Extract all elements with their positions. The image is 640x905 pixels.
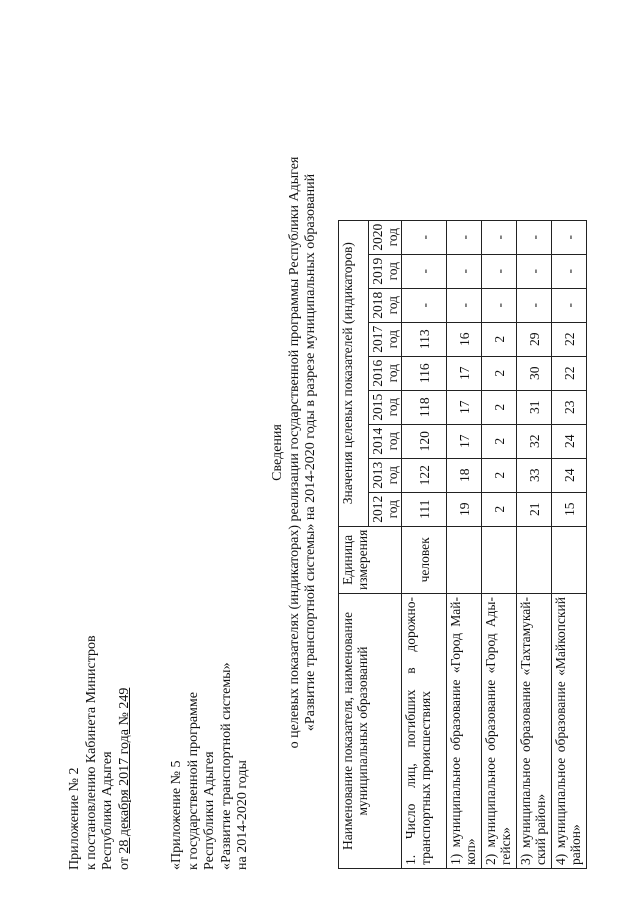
row-value: 21 xyxy=(517,492,552,526)
row-unit xyxy=(482,526,517,593)
row-value: 23 xyxy=(552,390,587,424)
row-name: 4) муниципальное образование «Майкопский район» xyxy=(552,594,587,869)
row-name: 1. Число лиц, погибших в дорожно-транспортных происшествиях xyxy=(402,594,447,869)
header-year: 2018 год xyxy=(369,288,402,322)
row-unit: человек xyxy=(402,526,447,593)
row-value: 22 xyxy=(552,356,587,390)
table-row xyxy=(402,220,447,868)
row-name: 2) муниципальное образование «Город Ады-гейск» xyxy=(482,594,517,869)
row-value: 111 xyxy=(402,492,447,526)
row-value: 22 xyxy=(552,322,587,356)
table-row xyxy=(482,220,517,868)
row-value: - xyxy=(402,288,447,322)
approval-header xyxy=(67,635,133,870)
subprogram-line-2: к государственной программе xyxy=(185,692,201,870)
approval-date-number: 28 декабря 2017 года № 249 xyxy=(116,687,132,854)
row-value: - xyxy=(517,288,552,322)
row-value: 19 xyxy=(447,492,482,526)
row-value: - xyxy=(552,220,587,254)
row-value: 2 xyxy=(482,424,517,458)
row-value: - xyxy=(552,288,587,322)
table-row xyxy=(552,220,587,868)
header-year: 2013 год xyxy=(369,458,402,492)
row-value: - xyxy=(517,220,552,254)
table-row xyxy=(517,220,552,868)
subprogram-line-3: Республики Адыгея xyxy=(202,751,217,870)
row-value: - xyxy=(482,254,517,288)
header-year: 2015 год xyxy=(369,390,402,424)
approval-line-4 xyxy=(117,635,134,870)
approval-date-prefix: от xyxy=(116,853,132,870)
row-value: 31 xyxy=(517,390,552,424)
row-value: 17 xyxy=(447,424,482,458)
row-value: 32 xyxy=(517,424,552,458)
header-year: 2017 год xyxy=(369,322,402,356)
row-value: 17 xyxy=(447,390,482,424)
row-value: 2 xyxy=(482,492,517,526)
title-line-1: Сведения xyxy=(270,424,285,481)
subprogram-line-5: на 2014-2020 годы xyxy=(235,760,250,870)
row-value: - xyxy=(552,254,587,288)
header-values: Значения целевых показателей (индикаторов) xyxy=(339,220,369,526)
row-value: 29 xyxy=(517,322,552,356)
subprogram-line-4: «Развитие транспортной системы» xyxy=(218,662,234,870)
row-value: 15 xyxy=(552,492,587,526)
document-title xyxy=(270,0,320,905)
header-year: 2016 год xyxy=(369,356,402,390)
row-value: 24 xyxy=(552,424,587,458)
row-value: - xyxy=(482,288,517,322)
subprogram-header xyxy=(169,662,252,870)
approval-line-2: к постановлению Кабинета Министров xyxy=(83,635,99,870)
row-value: 2 xyxy=(482,356,517,390)
approval-line-1: Приложение № 2 xyxy=(67,767,82,870)
header-year: 2020 год xyxy=(369,220,402,254)
header-name: Наименование показателя, наименование муниципальных образований xyxy=(339,594,402,869)
row-unit xyxy=(447,526,482,593)
subprogram-line-1: «Приложение № 5 xyxy=(169,760,184,870)
row-value: 18 xyxy=(447,458,482,492)
row-value: 33 xyxy=(517,458,552,492)
row-value: 122 xyxy=(402,458,447,492)
row-value: - xyxy=(447,254,482,288)
row-value: - xyxy=(447,220,482,254)
row-value: - xyxy=(402,254,447,288)
row-name: 3) муниципальное образование «Тахтамукай-ский район» xyxy=(517,594,552,869)
row-value: 17 xyxy=(447,356,482,390)
row-value: 2 xyxy=(482,390,517,424)
row-value: 30 xyxy=(517,356,552,390)
row-value: - xyxy=(447,288,482,322)
header-year: 2012 год xyxy=(369,492,402,526)
table-row xyxy=(447,220,482,868)
row-value: - xyxy=(402,220,447,254)
row-value: 118 xyxy=(402,390,447,424)
row-value: 2 xyxy=(482,458,517,492)
indicators-table xyxy=(338,220,587,869)
row-value: - xyxy=(482,220,517,254)
row-unit xyxy=(552,526,587,593)
title-line-2: о целевых показателях (индикаторах) реализации государственной программы Республики Адыгея xyxy=(286,156,302,749)
header-year: 2014 год xyxy=(369,424,402,458)
row-value: 16 xyxy=(447,322,482,356)
header-year: 2019 год xyxy=(369,254,402,288)
row-value: 113 xyxy=(402,322,447,356)
row-value: 24 xyxy=(552,458,587,492)
row-value: 116 xyxy=(402,356,447,390)
row-unit xyxy=(517,526,552,593)
header-unit: Единица измерения xyxy=(339,526,402,593)
title-line-3: «Развитие транспортной системы» на 2014-2020 годы в разрезе муниципальных образований xyxy=(303,173,318,732)
row-value: 120 xyxy=(402,424,447,458)
row-name: 1) муниципальное образование «Город Май-коп» xyxy=(447,594,482,869)
approval-line-3: Республики Адыгея xyxy=(100,751,115,870)
row-value: 2 xyxy=(482,322,517,356)
row-value: - xyxy=(517,254,552,288)
